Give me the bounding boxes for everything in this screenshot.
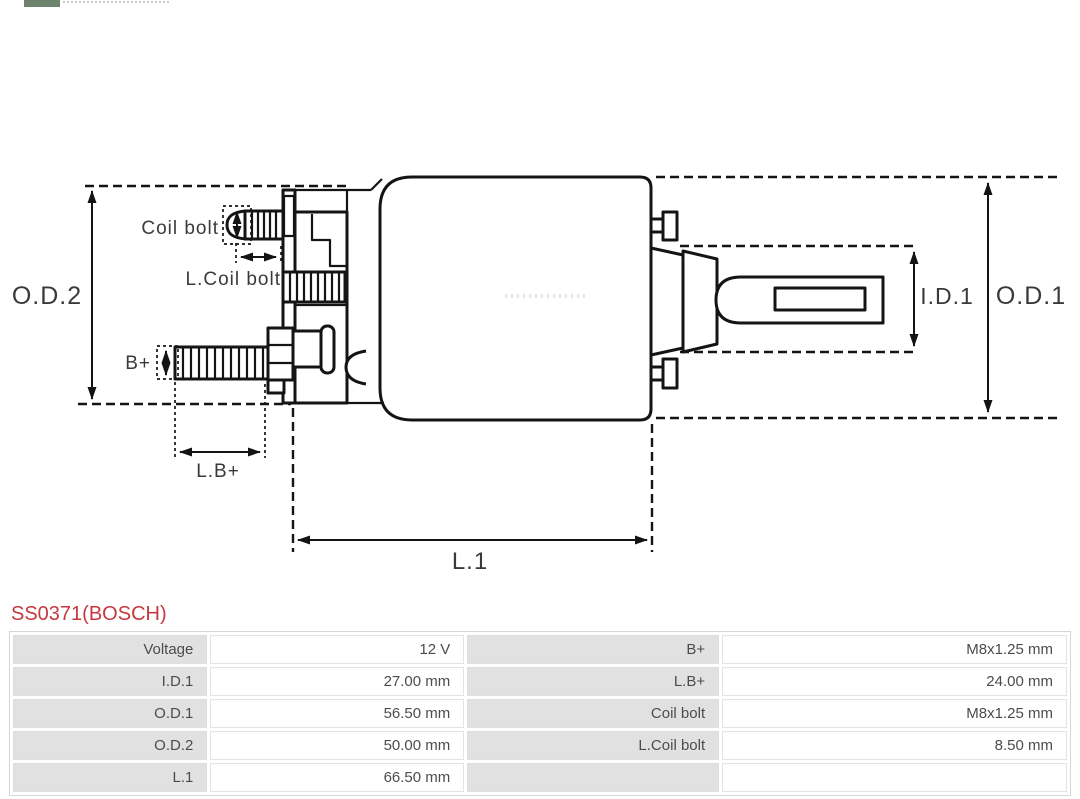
plunger-slot [775, 288, 865, 310]
dim-label-l1: L.1 [451, 548, 489, 575]
terminal-tab-bottom [651, 367, 663, 380]
dim-label-b-plus: B+ [125, 353, 151, 374]
top-left-dotted-line [63, 1, 169, 3]
table-row [13, 635, 1067, 664]
spec-value-cell: 24.00 mm [722, 667, 1067, 696]
dim-label-l-coil-bolt: L.Coil bolt [185, 269, 281, 290]
dim-label-l-b-plus: L.B+ [196, 461, 240, 482]
spec-label-cell: Voltage [13, 635, 207, 664]
spec-value-cell: 27.00 mm [210, 667, 464, 696]
spec-table [9, 631, 1071, 796]
dim-label-od1: O.D.1 [995, 282, 1067, 310]
solenoid-body [380, 177, 651, 420]
table-row [13, 731, 1067, 760]
solenoid-drawing [175, 177, 883, 420]
spec-label-cell: I.D.1 [13, 667, 207, 696]
table-row [13, 699, 1067, 728]
part-number-title: SS0371(BOSCH) [11, 603, 167, 625]
b-plus-nut [268, 328, 293, 380]
spec-value-cell: 12 V [210, 635, 464, 664]
dim-label-coil-bolt: Coil bolt [141, 218, 219, 239]
dim-label-od2: O.D.2 [11, 282, 83, 310]
spec-label-cell: L.1 [13, 763, 207, 792]
coil-bolt-rear-thread [283, 272, 345, 302]
end-cap-2 [683, 251, 717, 352]
spec-label-cell: Coil bolt [467, 699, 719, 728]
spec-label-cell [467, 763, 719, 792]
end-cap-1 [651, 248, 683, 355]
fillet-detail [346, 351, 366, 384]
spec-value-cell: M8x1.25 mm [722, 699, 1067, 728]
spec-value-cell: M8x1.25 mm [722, 635, 1067, 664]
top-left-artifact [24, 0, 60, 7]
spec-value-cell: 56.50 mm [210, 699, 464, 728]
table-row [13, 763, 1067, 792]
spec-value-cell: 50.00 mm [210, 731, 464, 760]
spec-value-cell: 8.50 mm [722, 731, 1067, 760]
table-row [13, 667, 1067, 696]
spec-label-cell: L.B+ [467, 667, 719, 696]
terminal-tab-top [651, 219, 663, 232]
dim-label-id1: I.D.1 [920, 283, 974, 309]
spec-label-cell: B+ [467, 635, 719, 664]
spec-label-cell: L.Coil bolt [467, 731, 719, 760]
spec-value-cell: 66.50 mm [210, 763, 464, 792]
spec-label-cell: O.D.1 [13, 699, 207, 728]
spec-value-cell [722, 763, 1067, 792]
spec-label-cell: O.D.2 [13, 731, 207, 760]
b-plus-washer [321, 326, 334, 373]
